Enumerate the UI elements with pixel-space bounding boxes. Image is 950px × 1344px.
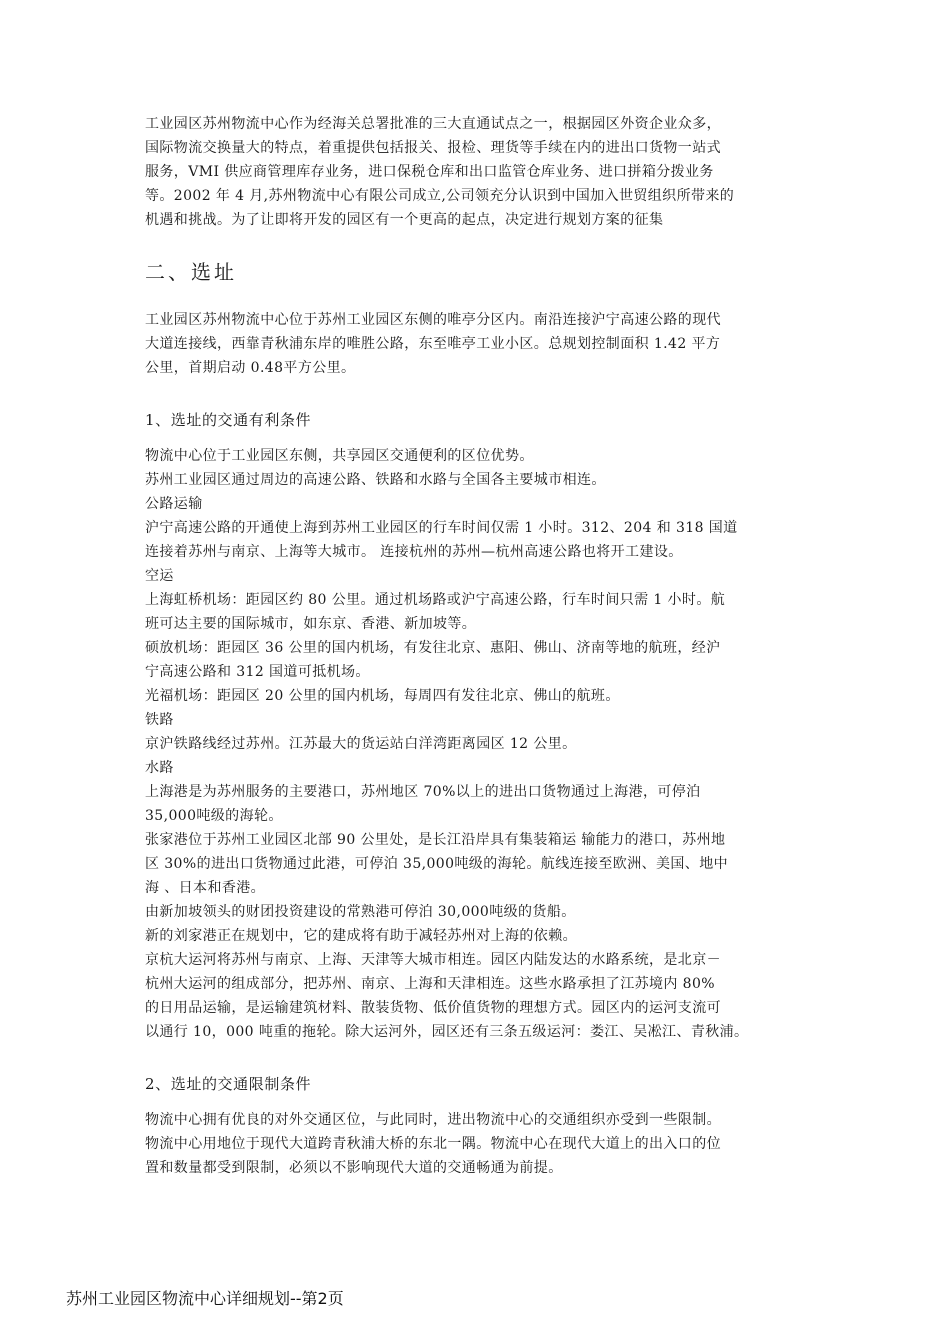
site-line: 工业园区苏州物流中心位于苏州工业园区东侧的唯亭分区内。南沿连接沪宁高速公路的现代	[145, 312, 721, 328]
text-line: 京沪铁路线经过苏州。江苏最大的货运站白洋湾距离园区 12 公里。	[145, 736, 577, 752]
text-line: 区 30%的进出口货物通过此港，可停泊 35,000吨级的海轮。航线连接至欧洲、美国、地中	[145, 856, 729, 872]
intro-line: 机遇和挑战。为了让即将开发的园区有一个更高的起点，决定进行规划方案的征集	[145, 212, 664, 228]
favorable-conditions-paragraph	[145, 444, 810, 1044]
intro-paragraph	[145, 112, 810, 232]
text-line: 35,000吨级的海轮。	[145, 808, 283, 824]
page-footer: 苏州工业园区物流中心详细规划--第2页	[66, 1289, 344, 1308]
text-line: 连接着苏州与南京、上海等大城市。 连接杭州的苏州—杭州高速公路也将开工建设。	[145, 544, 683, 560]
text-line: 光福机场：距园区 20 公里的国内机场，每周四有发往北京、佛山的航班。	[145, 688, 620, 704]
text-line: 海 、日本和香港。	[145, 880, 266, 896]
text-line: 的日用品运输，是运输建筑材料、散装货物、低价值货物的理想方式。园区内的运河支流可	[145, 1000, 721, 1016]
label-waterway: 水路	[145, 760, 174, 776]
text-line: 物流中心位于工业园区东侧，共享园区交通便利的区位优势。	[145, 448, 534, 464]
text-line: 杭州大运河的组成部分，把苏州、南京、上海和天津相连。这些水路承担了江苏境内 80%	[145, 976, 715, 992]
site-line: 公里，首期启动 0.48平方公里。	[145, 360, 356, 376]
text-line: 苏州工业园区通过周边的高速公路、铁路和水路与全国各主要城市相连。	[145, 472, 606, 488]
text-line: 以通行 10，000 吨重的拖轮。除大运河外，园区还有三条五级运河：娄江、吴凇江、青秋浦。	[145, 1024, 749, 1040]
intro-line: 国际物流交换量大的特点，着重提供包括报关、报检、理货等手续在内的进出口货物一站式	[145, 140, 721, 156]
site-paragraph	[145, 308, 810, 380]
label-air-transport: 空运	[145, 568, 174, 584]
label-road-transport: 公路运输	[145, 496, 203, 512]
text-line: 物流中心用地位于现代大道跨青秋浦大桥的东北一隅。物流中心在现代大道上的出入口的位	[145, 1136, 721, 1152]
text-line: 新的刘家港正在规划中，它的建成将有助于减轻苏州对上海的依赖。	[145, 928, 577, 944]
subheading-limiting-conditions: 2、选址的交通限制条件	[145, 1075, 312, 1093]
label-railway: 铁路	[145, 712, 174, 728]
text-line: 沪宁高速公路的开通使上海到苏州工业园区的行车时间仅需 1 小时。312、204 和 318 国道	[145, 520, 738, 536]
site-line: 大道连接线，西靠青秋浦东岸的唯胜公路，东至唯亭工业小区。总规划控制面积 1.42 平方	[145, 336, 721, 352]
text-line: 置和数量都受到限制，必须以不影响现代大道的交通畅通为前提。	[145, 1160, 563, 1176]
intro-line: 服务，VMI 供应商管理库存业务，进口保税仓库和出口监管仓库业务、进口拼箱分拨业务	[145, 164, 714, 180]
document-body	[145, 112, 810, 1180]
text-line: 上海港是为苏州服务的主要港口，苏州地区 70%以上的进出口货物通过上海港，可停泊	[145, 784, 701, 800]
limiting-conditions-paragraph	[145, 1108, 810, 1180]
intro-line: 等。2002 年 4 月,苏州物流中心有限公司成立,公司领充分认识到中国加入世贸组织所带来的	[145, 188, 735, 204]
text-line: 班可达主要的国际城市，如东京、香港、新加坡等。	[145, 616, 477, 632]
text-line: 上海虹桥机场：距园区约 80 公里。通过机场路或沪宁高速公路，行车时间只需 1 小时。航	[145, 592, 726, 608]
text-line: 京杭大运河将苏州与南京、上海、天津等大城市相连。园区内陆发达的水路系统，是北京－	[145, 952, 721, 968]
text-line: 张家港位于苏州工业园区北部 90 公里处，是长江沿岸具有集装箱运 输能力的港口，苏州地	[145, 832, 726, 848]
section-heading-site: 二、选址	[145, 260, 237, 284]
text-line: 物流中心拥有优良的对外交通区位，与此同时，进出物流中心的交通组织亦受到一些限制。	[145, 1112, 721, 1128]
intro-line: 工业园区苏州物流中心作为经海关总署批准的三大直通试点之一，根据园区外资企业众多，	[145, 116, 721, 132]
text-line: 硕放机场：距园区 36 公里的国内机场，有发往北京、惠阳、佛山、济南等地的航班，经沪	[145, 640, 721, 656]
text-line: 宁高速公路和 312 国道可抵机场。	[145, 664, 370, 680]
text-line: 由新加坡领头的财团投资建设的常熟港可停泊 30,000吨级的货船。	[145, 904, 576, 920]
subheading-favorable-conditions: 1、选址的交通有利条件	[145, 411, 312, 429]
